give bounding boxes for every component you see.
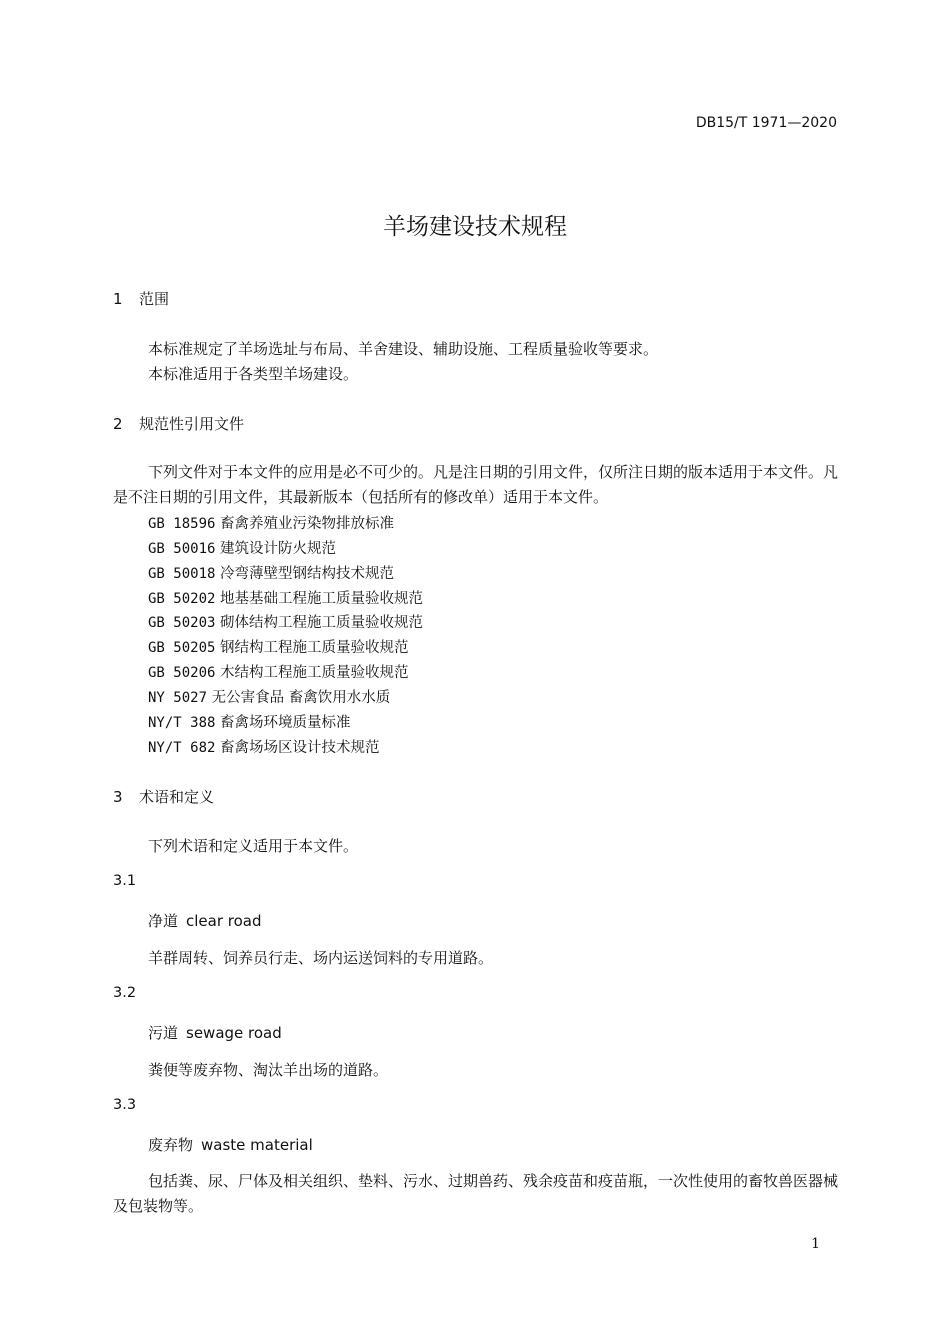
paragraph: 下列文件对于本文件的应用是必不可少的。凡是注日期的引用文件，仅所注日期的版本适用于本文件。凡是不注日期的引用文件，其最新版本（包括所有的修改单）适用于本文件。 [113, 463, 839, 506]
document-title: 羊场建设技术规程 [383, 214, 567, 240]
reference-item [148, 611, 423, 632]
reference-code: NY/T 388 [148, 715, 216, 731]
term-en: clear road [186, 912, 262, 930]
reference-code: GB 50016 [148, 541, 216, 557]
section-title: 范围 [139, 290, 170, 308]
term-definition: 羊群周转、饲养员行走、场内运送饲料的专用道路。 [148, 949, 494, 967]
reference-code: NY 5027 [148, 690, 208, 706]
document-number: DB15/T 1971—2020 [695, 115, 837, 131]
section-number: 3 [113, 788, 123, 806]
reference-item [148, 736, 380, 757]
paragraph: 本标准规定了羊场选址与布局、羊舍建设、辅助设施、工程质量验收等要求。 [148, 340, 659, 358]
reference-item [148, 711, 351, 732]
term-zh: 废弃物 [148, 1136, 194, 1154]
reference-title: 畜禽养殖业污染物排放标准 [220, 516, 395, 532]
reference-title: 地基基础工程施工质量验收规范 [220, 591, 424, 607]
reference-code: GB 50203 [148, 615, 216, 631]
reference-code: GB 50202 [148, 591, 216, 607]
reference-code: GB 50018 [148, 566, 216, 582]
reference-title: 木结构工程施工质量验收规范 [220, 665, 409, 681]
term-en: sewage road [186, 1024, 282, 1042]
section-title: 术语和定义 [139, 788, 215, 806]
reference-title: 砌体结构工程施工质量验收规范 [220, 615, 424, 631]
paragraph: 本标准适用于各类型羊场建设。 [148, 365, 359, 383]
paragraph: 下列术语和定义适用于本文件。 [148, 837, 359, 855]
term-definition: 粪便等废弃物、淘汰羊出场的道路。 [148, 1061, 389, 1079]
reference-code: GB 50206 [148, 665, 216, 681]
term-definition: 包括粪、尿、尸体及相关组织、垫料、污水、过期兽药、残余疫苗和疫苗瓶，一次性使用的畜牧兽医器械及包装物等。 [113, 1172, 839, 1215]
reference-code: NY/T 682 [148, 740, 216, 756]
section-3-heading [113, 786, 214, 807]
reference-item [148, 512, 394, 533]
section-number: 1 [113, 290, 123, 308]
reference-code: GB 50205 [148, 640, 216, 656]
reference-item [148, 587, 423, 608]
term-zh: 污道 [148, 1024, 179, 1042]
reference-item [148, 661, 409, 682]
reference-title: 无公害食品 畜禽饮用水水质 [211, 690, 391, 706]
term-number: 3.1 [113, 873, 137, 889]
term-number: 3.2 [113, 985, 137, 1001]
reference-title: 畜禽场环境质量标准 [220, 715, 351, 731]
term-heading [148, 1022, 282, 1043]
term-heading [148, 910, 262, 931]
section-number: 2 [113, 415, 123, 433]
term-zh: 净道 [148, 912, 179, 930]
term-number: 3.3 [113, 1097, 137, 1113]
reference-item [148, 686, 390, 707]
reference-item [148, 537, 336, 558]
reference-title: 钢结构工程施工质量验收规范 [220, 640, 409, 656]
term-heading [148, 1134, 313, 1155]
reference-title: 畜禽场场区设计技术规范 [220, 740, 380, 756]
reference-title: 建筑设计防火规范 [220, 541, 337, 557]
term-en: waste material [201, 1136, 313, 1154]
section-1-heading [113, 288, 169, 309]
reference-code: GB 18596 [148, 516, 216, 532]
reference-item [148, 636, 409, 657]
section-title: 规范性引用文件 [139, 415, 245, 433]
reference-title: 冷弯薄壁型钢结构技术规范 [220, 566, 395, 582]
reference-item [148, 562, 394, 583]
page-number: 1 [811, 1236, 820, 1252]
section-2-heading [113, 413, 244, 434]
